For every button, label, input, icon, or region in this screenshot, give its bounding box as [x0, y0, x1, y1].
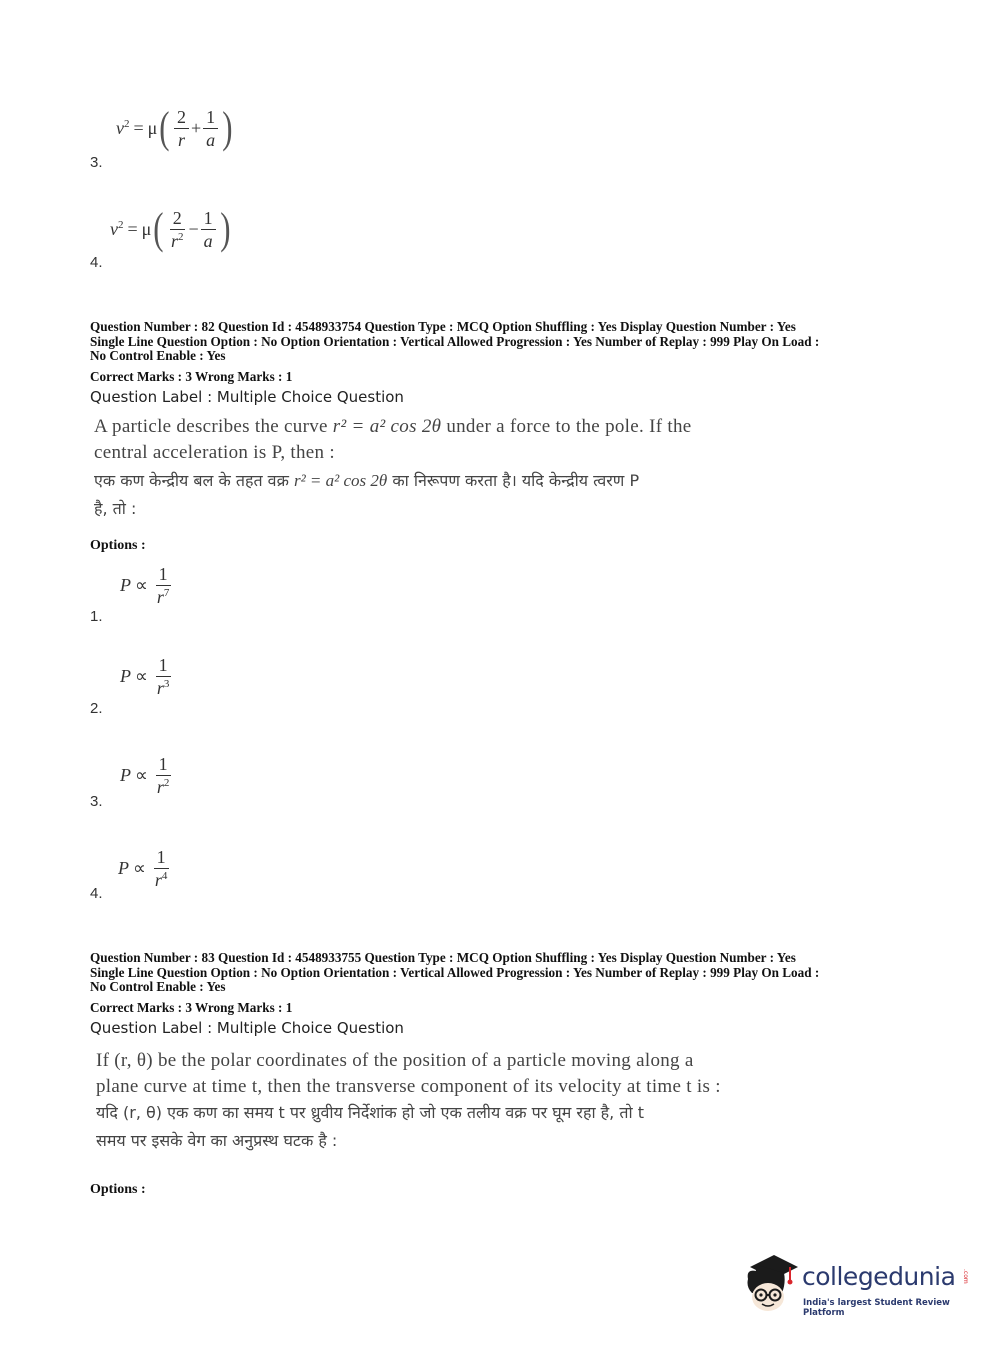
q82-option-2-formula: P ∝ $\frac{1}{r^3}$ — [120, 655, 170, 698]
question-83-label: Question Label : Multiple Choice Question — [90, 1019, 404, 1037]
q82-option-4-number: 4. — [90, 885, 103, 902]
question-83-text-en: If (r, θ) be the polar coordinates of the position of a particle moving along a plane curve at time t, then the transverse component of its velocity at time t is : — [96, 1050, 721, 1097]
logo-wordmark: collegedunia — [802, 1262, 956, 1291]
curve-equation: r² = a² cos 2θ — [332, 416, 442, 437]
question-82-text-en: A particle describes the curve r² = a² cos 2θ under a force to the pole. If the central acceleration is P, then : — [94, 416, 692, 463]
collegedunia-logo — [742, 1247, 982, 1327]
q82-option-1-formula: P ∝ $\frac{1}{r^7}$ — [120, 564, 170, 607]
q82-option-1-number: 1. — [90, 608, 103, 625]
prev-option-4-formula: v $^2$ = μ ( $\frac{2}{r^2}$ − $\frac{1}{a}$ ) — [110, 204, 231, 253]
q82-option-2-number: 2. — [90, 700, 103, 717]
q82-option-3-formula: P ∝ $\frac{1}{r^2}$ — [120, 754, 170, 797]
question-83-meta: Question Number : 83 Question Id : 4548933755 Question Type : MCQ Option Shuffling : Yes Display Question Number : Yes Single Line Question Option : No Option Orientation : Vertical Allowed Progression : Yes Number of Replay : 999 Play On Load : No Control Enable : Yes — [90, 950, 820, 995]
mascot-icon — [742, 1249, 802, 1315]
question-82-options-label: Options : — [90, 538, 146, 553]
question-82-text-hi: एक कण केन्द्रीय बल के तहत वक्र r² = a² cos 2θ का निरूपण करता है। यदि केन्द्रीय त्वरण P है, तो : — [94, 471, 640, 518]
question-82-label: Question Label : Multiple Choice Question — [90, 388, 404, 406]
question-83-marks: Correct Marks : 3 Wrong Marks : 1 — [90, 1000, 293, 1015]
q82-option-3-number: 3. — [90, 793, 103, 810]
prev-option-3-formula: v $^2$ = μ ( $\frac{2}{r}$ + $\frac{1}{a}$ ) — [116, 103, 233, 152]
prev-option-4-number: 4. — [90, 254, 103, 271]
logo-suffix: .com — [962, 1269, 969, 1284]
q82-option-4-formula: P ∝ $\frac{1}{r^4}$ — [118, 847, 168, 890]
logo-tagline: India's largest Student Review Platform — [803, 1298, 950, 1318]
question-82-meta: Question Number : 82 Question Id : 4548933754 Question Type : MCQ Option Shuffling : Yes Display Question Number : Yes Single Line Question Option : No Option Orientation : Vertical Allowed Progression : Yes Number of Replay : 999 Play On Load : No Control Enable : Yes — [90, 319, 820, 364]
question-82-marks: Correct Marks : 3 Wrong Marks : 1 — [90, 369, 293, 384]
question-83-text-hi: यदि (r, θ) एक कण का समय t पर ध्रुवीय निर्देशांक हो जो एक तलीय वक्र पर घूम रहा है, तो t समय पर इसके वेग का अनुप्रस्थ घटक है : — [96, 1103, 644, 1150]
prev-option-3-number: 3. — [90, 154, 103, 171]
question-83-options-label: Options : — [90, 1182, 146, 1197]
